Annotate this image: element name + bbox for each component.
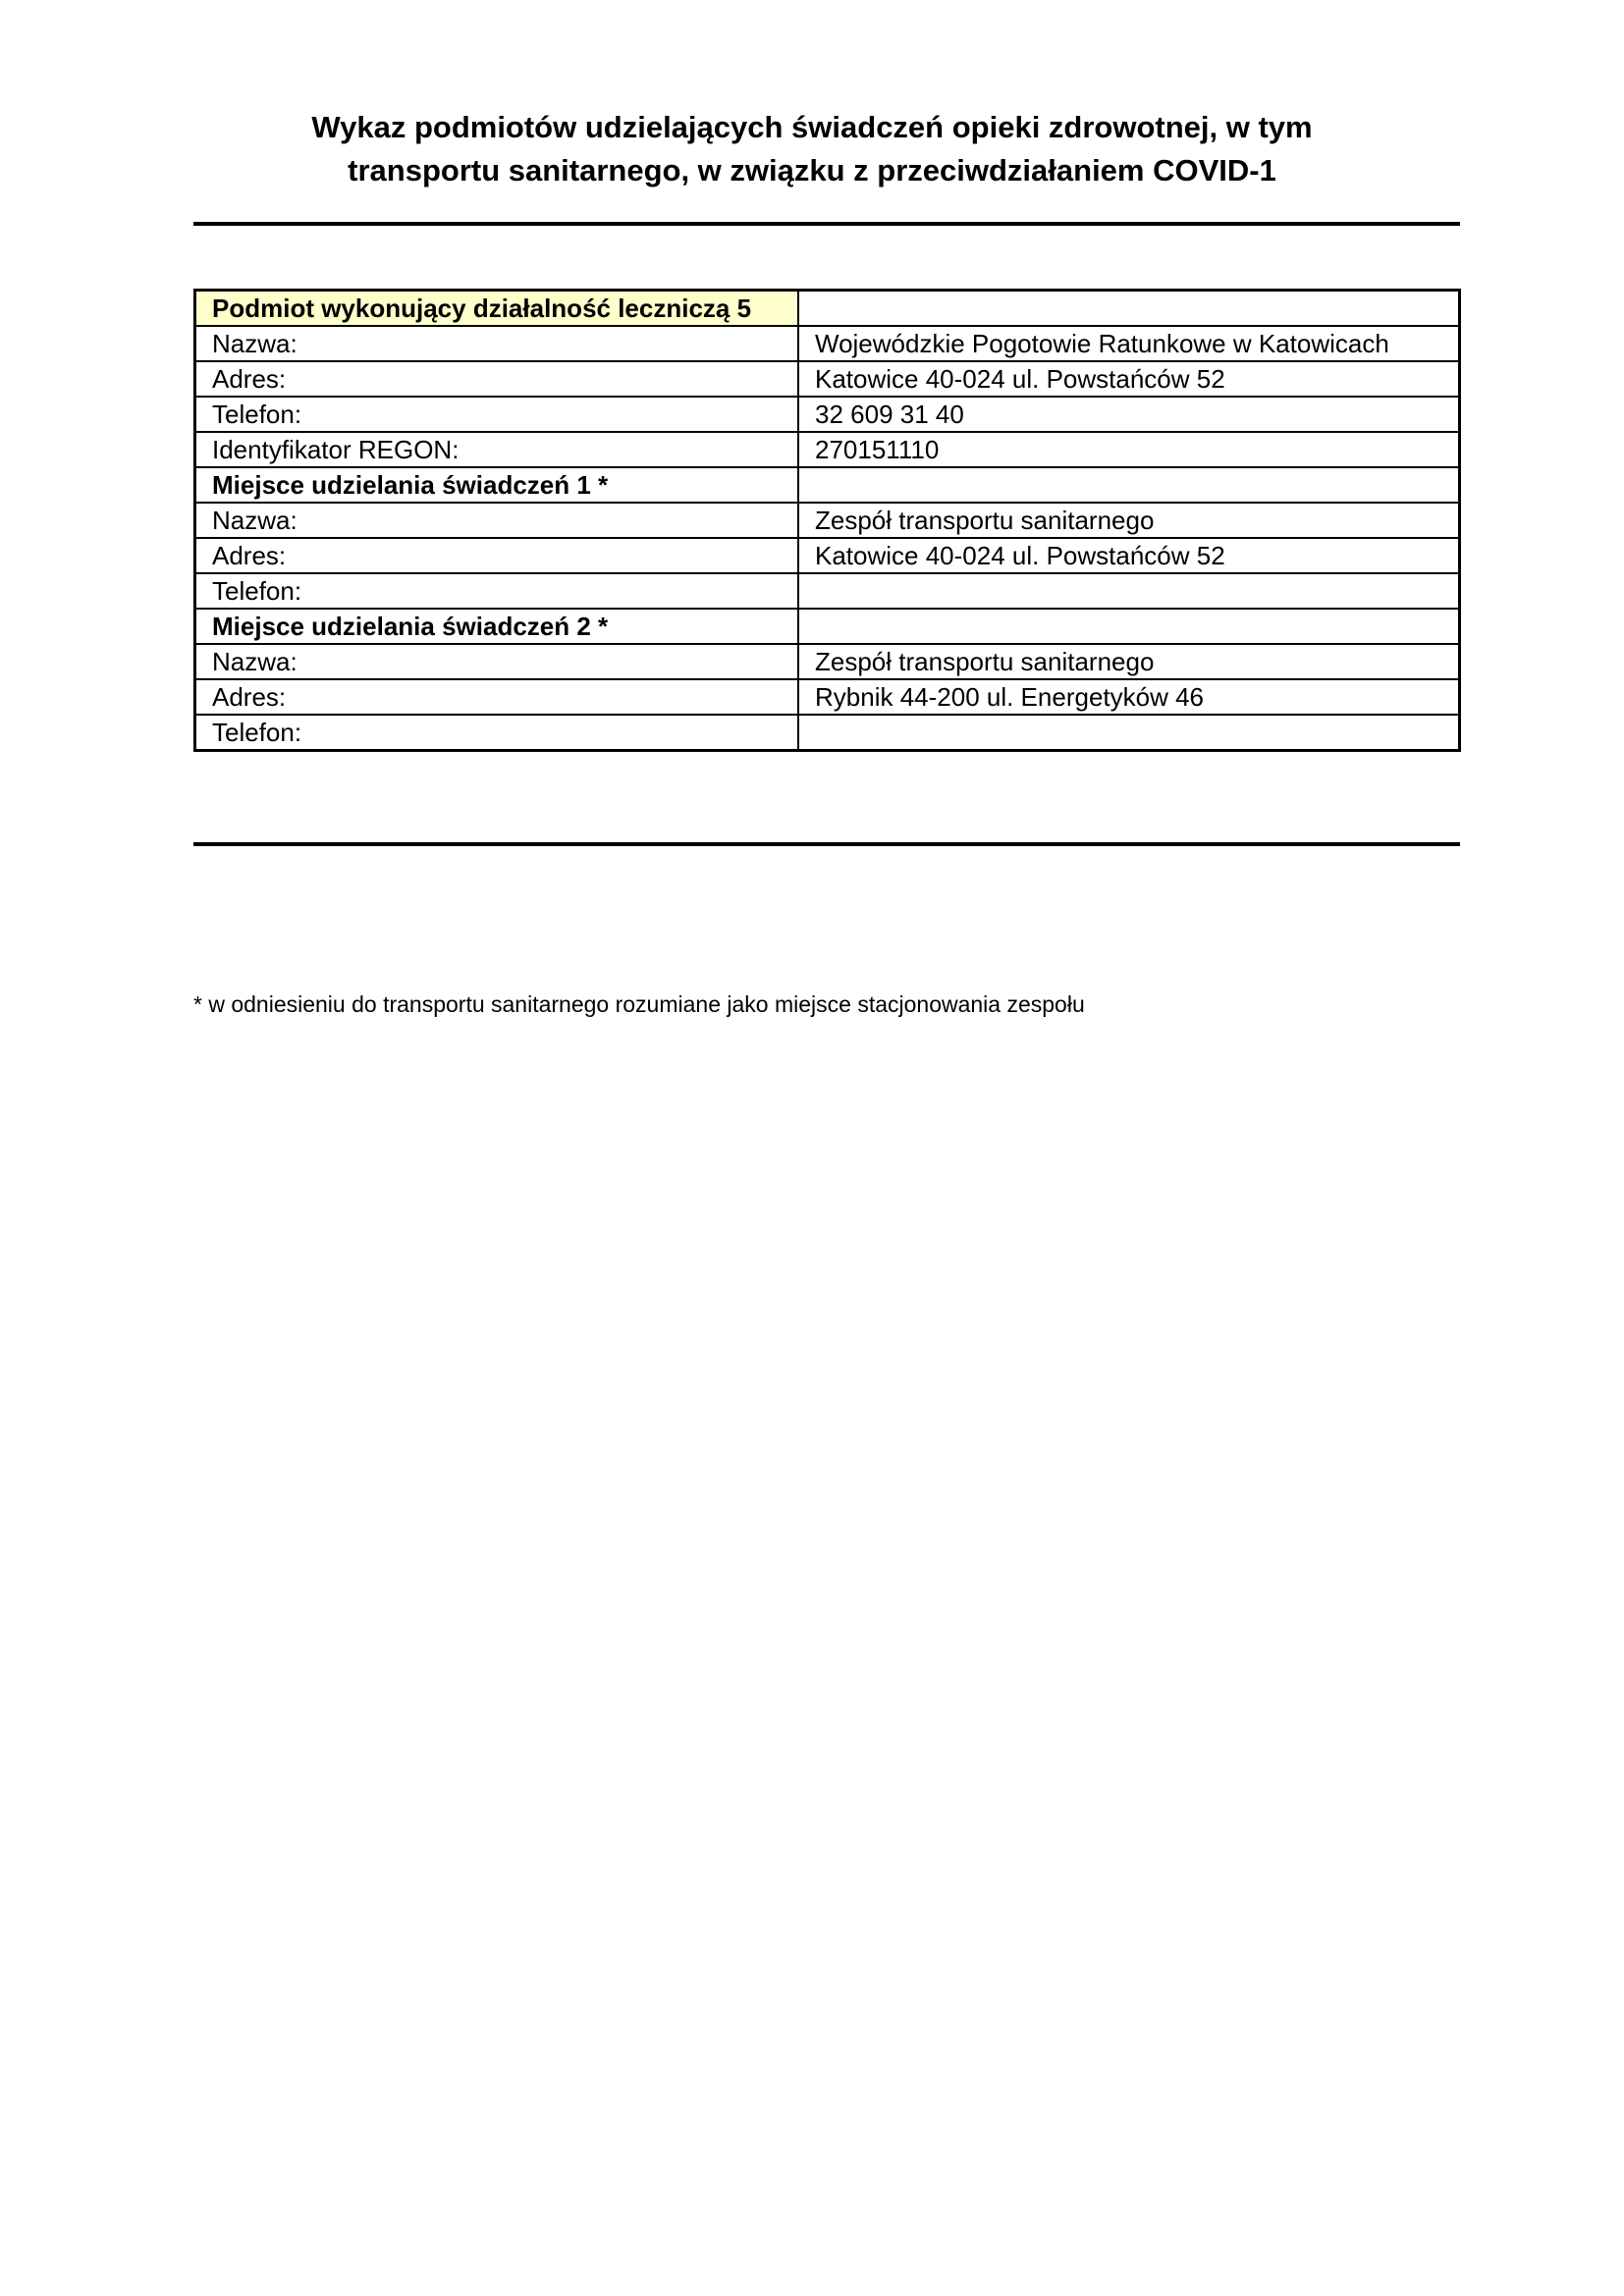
place-1-header-value: [798, 467, 1460, 503]
table-row: [195, 715, 1460, 751]
place-2-name-label: Nazwa:: [195, 644, 799, 679]
place-2-name-value: Zespół transportu sanitarnego: [798, 644, 1460, 679]
table-row: [195, 467, 1460, 503]
table-row: [195, 609, 1460, 644]
entity-phone-label: Telefon:: [195, 397, 799, 432]
entity-regon-label: Identyfikator REGON:: [195, 432, 799, 467]
place-2-phone-value: [798, 715, 1460, 751]
place-2-address-label: Adres:: [195, 679, 799, 715]
table-row: [195, 291, 1460, 327]
bottom-divider: [193, 842, 1460, 846]
table-row: [195, 573, 1460, 609]
table-row: [195, 432, 1460, 467]
entity-name-value: Wojewódzkie Pogotowie Ratunkowe w Katowicach: [798, 326, 1460, 361]
title-line-1: Wykaz podmiotów udzielających świadczeń opieki zdrowotnej, w tym: [311, 110, 1313, 144]
entity-phone-value: 32 609 31 40: [798, 397, 1460, 432]
footnote: * w odniesieniu do transportu sanitarnego rozumiane jako miejsce stacjonowania zespołu: [193, 991, 1085, 1017]
top-divider: [193, 222, 1460, 226]
entity-address-label: Adres:: [195, 361, 799, 397]
table-row: [195, 679, 1460, 715]
title-line-2: transportu sanitarnego, w związku z przeciwdziałaniem COVID-1: [348, 153, 1276, 187]
place-1-header: Miejsce udzielania świadczeń 1 *: [195, 467, 799, 503]
table-row: [195, 326, 1460, 361]
place-1-phone-label: Telefon:: [195, 573, 799, 609]
entity-table: [193, 289, 1461, 752]
place-1-address-label: Adres:: [195, 538, 799, 573]
place-1-address-value: Katowice 40-024 ul. Powstańców 52: [798, 538, 1460, 573]
place-2-phone-label: Telefon:: [195, 715, 799, 751]
entity-address-value: Katowice 40-024 ul. Powstańców 52: [798, 361, 1460, 397]
place-2-header-value: [798, 609, 1460, 644]
place-1-name-value: Zespół transportu sanitarnego: [798, 503, 1460, 538]
place-1-name-label: Nazwa:: [195, 503, 799, 538]
table-row: [195, 397, 1460, 432]
place-2-header: Miejsce udzielania świadczeń 2 *: [195, 609, 799, 644]
document-title: [118, 106, 1506, 192]
table-row: [195, 361, 1460, 397]
table-row: [195, 538, 1460, 573]
entity-regon-value: 270151110: [798, 432, 1460, 467]
entity-header: Podmiot wykonujący działalność leczniczą 5: [195, 291, 799, 327]
table-row: [195, 644, 1460, 679]
entity-name-label: Nazwa:: [195, 326, 799, 361]
entity-header-value: [798, 291, 1460, 327]
place-2-address-value: Rybnik 44-200 ul. Energetyków 46: [798, 679, 1460, 715]
place-1-phone-value: [798, 573, 1460, 609]
table-row: [195, 503, 1460, 538]
